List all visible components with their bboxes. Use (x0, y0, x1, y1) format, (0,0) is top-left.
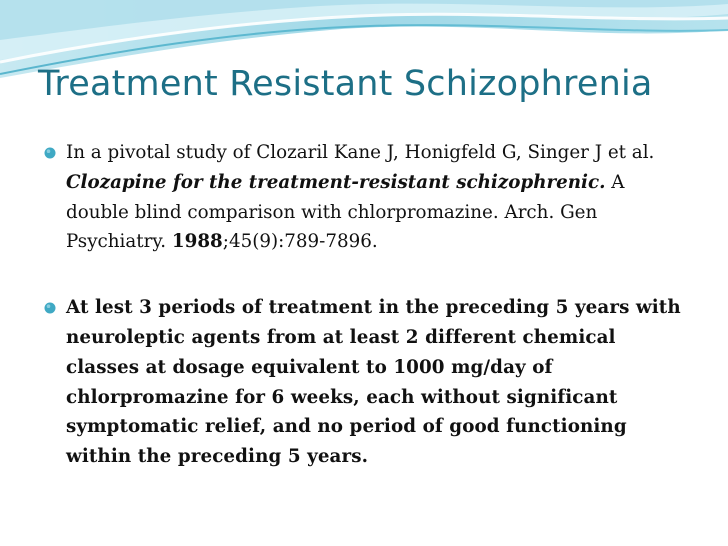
citation-text-part1: In a pivotal study of Clozaril Kane J, Honigfeld G, Singer J et al. (66, 142, 655, 163)
bullet-list (44, 138, 684, 472)
citation-year: 1988 (171, 231, 223, 253)
citation-article-title: Clozapine for the treatment-resistant schizophrenic. (66, 171, 606, 193)
criteria-text: At lest 3 periods of treatment in the preceding 5 years with neuroleptic agents from at least 2 different chemical classes at dosage equivalent to 1000 mg/day of chlorpromazine for 6 weeks, each without significant symptomatic relief, and no period of good functioning within the preceding 5 years. (66, 297, 681, 468)
slide-title: Treatment Resistant Schizophrenia (38, 64, 653, 104)
citation-text-part2: A double blind comparison with chlorpromazine. Arch. Gen Psychiatry. (66, 171, 625, 253)
bullet-item-criteria (44, 293, 684, 472)
bullet-point-icon (44, 147, 56, 159)
bullet-item-citation (44, 138, 684, 257)
bullet-point-icon (44, 302, 56, 314)
citation-text-part3: ;45(9):789-7896. (222, 231, 378, 253)
